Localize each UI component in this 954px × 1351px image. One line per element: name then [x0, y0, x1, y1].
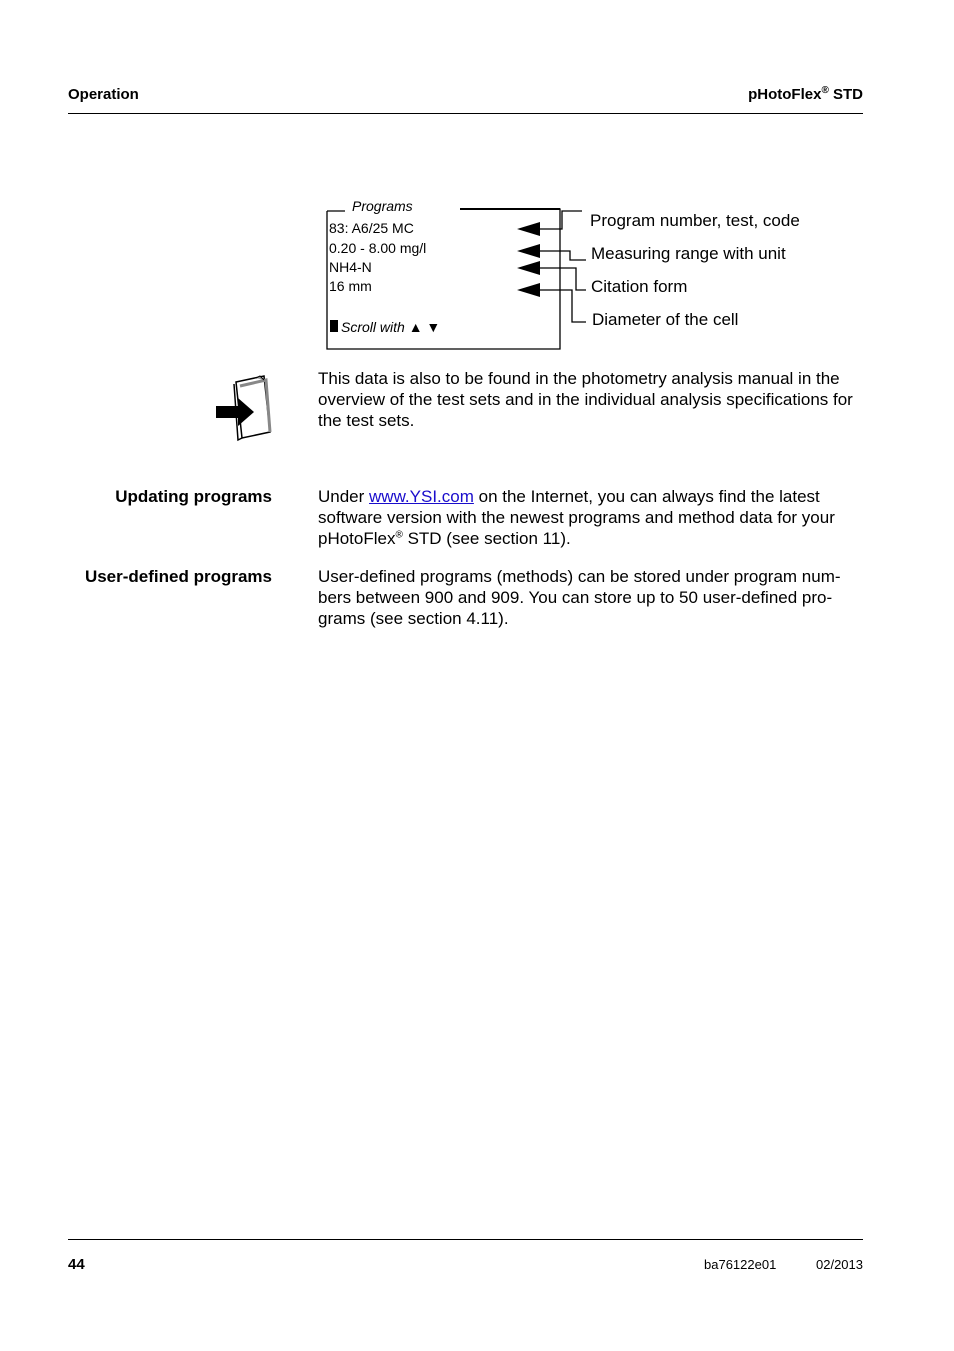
- callout-cell-diameter: Diameter of the cell: [592, 310, 739, 329]
- scroll-hint-text: Scroll with: [341, 319, 405, 335]
- user-defined-line: User-defined programs (methods) can be stored under program num-: [318, 567, 841, 586]
- registered-mark-body: ®: [395, 529, 403, 541]
- display-title: Programs: [352, 198, 413, 214]
- updating-programs-heading: Updating programs: [115, 487, 272, 506]
- header-section-title: Operation: [68, 86, 139, 103]
- display-frame-svg: [0, 0, 954, 400]
- document-id: ba76122e01: [704, 1257, 777, 1272]
- reference-note: This data is also to be found in the photometry analysis manual in the overview of the test sets and in the individual analysis specifications for the test sets.: [318, 369, 853, 430]
- registered-mark: ®: [821, 85, 829, 96]
- user-defined-line: grams (see section 4.11).: [318, 609, 509, 628]
- callout-measuring-range: Measuring range with unit: [591, 244, 786, 263]
- updating-programs-text: [318, 486, 866, 549]
- display-line-cell: 16 mm: [329, 278, 372, 294]
- header-product-main: pHotoFlex: [748, 86, 822, 103]
- user-defined-line: bers between 900 and 909. You can store up to 50 user-defined pro-: [318, 588, 833, 607]
- user-defined-programs-text: [318, 566, 878, 629]
- display-line-range: 0.20 - 8.00 mg/l: [329, 240, 427, 256]
- book-reference-icon: [214, 372, 274, 442]
- user-defined-programs-heading: User-defined programs: [84, 567, 272, 586]
- display-line-program: 83: A6/25 MC: [329, 220, 414, 236]
- updating-post1: on the Internet, you can always find the latest software version with the newest programs and method data for your pHotoFlex: [318, 487, 835, 548]
- footer-rule: [68, 1239, 863, 1240]
- display-scroll-hint: [341, 319, 440, 335]
- updating-post2: STD (see section 11).: [402, 529, 571, 548]
- callout-program-number: Program number, test, code: [590, 211, 800, 230]
- ysi-website-link[interactable]: www.YSI.com: [369, 487, 474, 506]
- display-line-citation: NH4-N: [329, 259, 372, 275]
- header-product-suffix: STD: [828, 86, 863, 103]
- callout-citation-form: Citation form: [591, 277, 688, 296]
- document-date: 02/2013: [816, 1257, 863, 1272]
- updating-pre: Under: [318, 487, 370, 506]
- scroll-arrows-icon: ▲ ▼: [408, 319, 441, 335]
- page-number: 44: [68, 1256, 85, 1273]
